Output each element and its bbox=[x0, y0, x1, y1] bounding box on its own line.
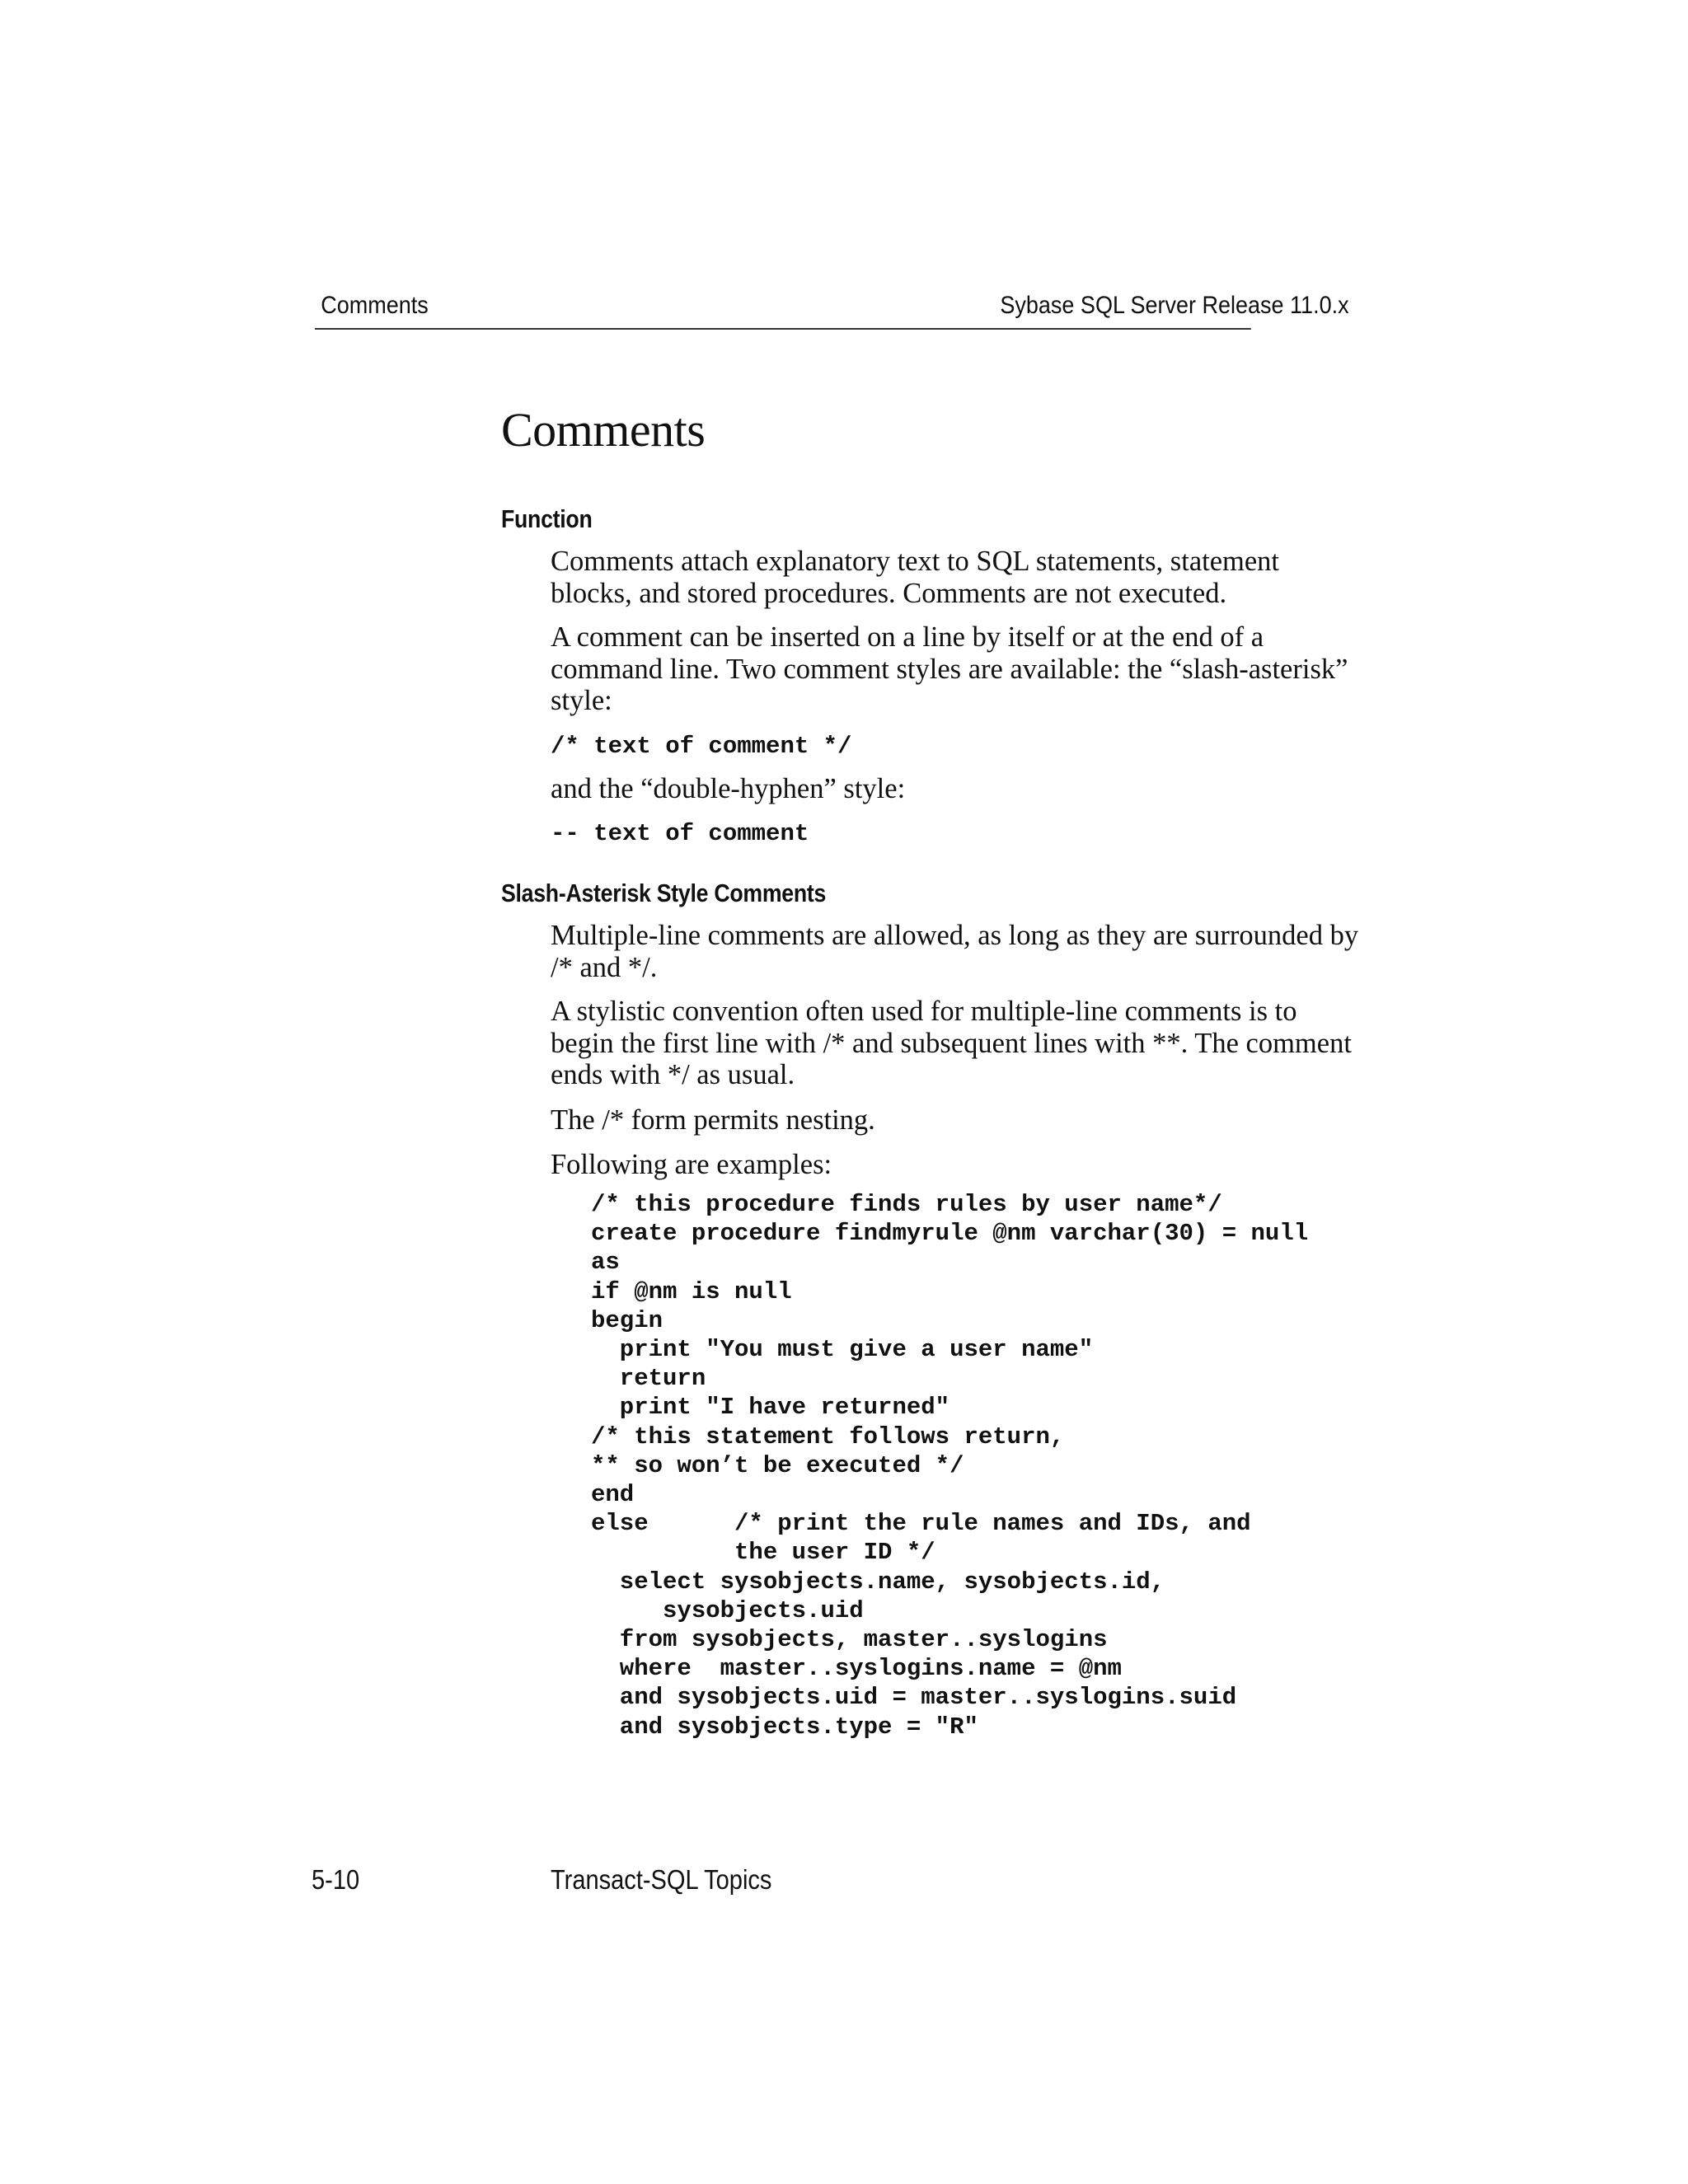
running-head bbox=[315, 288, 1349, 330]
slash-asterisk-paragraph-1: Multiple-line comments are allowed, as long as they are surrounded by /* and */. bbox=[551, 920, 1359, 983]
footer-page-number: 5-10 bbox=[312, 1864, 360, 1895]
section-heading-slash-asterisk: Slash-Asterisk Style Comments bbox=[501, 879, 827, 907]
section-heading-function: Function bbox=[501, 504, 593, 533]
function-paragraph-3: and the “double-hyphen” style: bbox=[551, 773, 906, 804]
footer-chapter-title: Transact-SQL Topics bbox=[551, 1864, 772, 1895]
running-head-release: Sybase SQL Server Release 11.0.x bbox=[1000, 292, 1349, 319]
page-title: Comments bbox=[501, 403, 706, 457]
slash-asterisk-paragraph-3: The /* form permits nesting. bbox=[551, 1104, 875, 1136]
running-head-section: Comments bbox=[321, 292, 429, 319]
slash-asterisk-paragraph-4: Following are examples: bbox=[551, 1149, 832, 1180]
slash-asterisk-paragraph-2: A stylistic convention often used for multiple-line comments is to begin the first line with /* and subsequent lines with **. The comment ends with */ as usual. bbox=[551, 996, 1352, 1090]
function-paragraph-2: A comment can be inserted on a line by itself or at the end of a command line. Two comment styles are available: the “slash-asterisk” style: bbox=[551, 621, 1348, 716]
code-example-findmyrule: /* this procedure finds rules by user name*/ create procedure findmyrule @nm varchar(30) = null as if @nm is null begin print "You must give a user name" return print "I have returned" /* this statement follows return, ** so won’t be executed */ end else /* print the rule names and IDs, and the user ID */ select sysobjects.name, sysobjects.id, sysobjects.uid from sysobjects, master..syslogins where master..syslogins.name = @nm and sysobjects.uid = master..syslogins.suid and sysobjects.type = "R" bbox=[591, 1191, 1309, 1741]
function-paragraph-1: Comments attach explanatory text to SQL statements, statement blocks, and stored procedures. Comments are not executed. bbox=[551, 546, 1280, 609]
code-double-hyphen-syntax: -- text of comment bbox=[551, 820, 809, 847]
code-slash-asterisk-syntax: /* text of comment */ bbox=[551, 733, 852, 760]
